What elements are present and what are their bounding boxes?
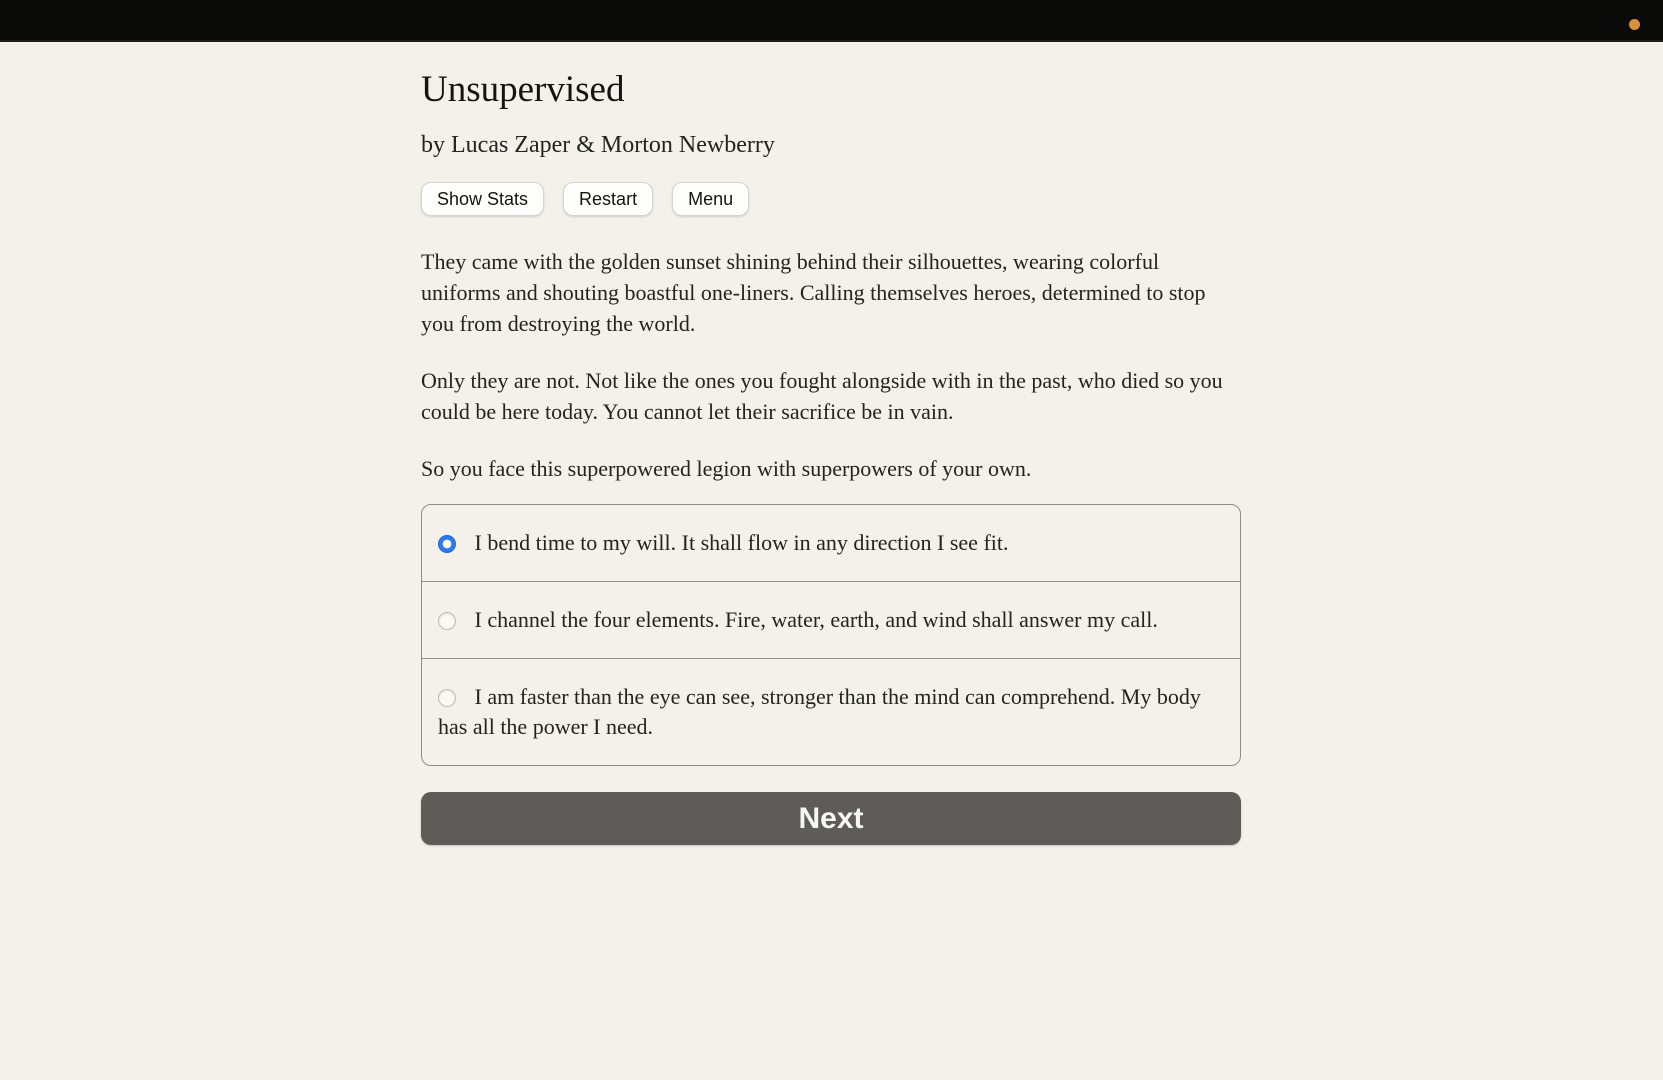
story-paragraph: So you face this superpowered legion with superpowers of your own.: [421, 456, 1032, 481]
choice-radio-2[interactable]: [438, 612, 456, 630]
choice-option-label: I channel the four elements. Fire, water, earth, and wind shall answer my call.: [474, 607, 1158, 632]
choice-option-3[interactable]: [422, 658, 1240, 765]
choice-option-label: I bend time to my will. It shall flow in any direction I see fit.: [474, 530, 1009, 555]
choice-option-2[interactable]: [422, 581, 1240, 658]
choice-list: [421, 504, 1241, 766]
show-stats-button[interactable]: Show Stats: [421, 182, 544, 216]
next-button[interactable]: Next: [421, 792, 1241, 845]
choice-option-1[interactable]: [422, 505, 1240, 581]
page-title: Unsupervised: [421, 69, 625, 110]
choice-radio-1[interactable]: [438, 535, 456, 553]
orange-indicator-dot: [1629, 19, 1640, 30]
story-paragraph: They came with the golden sunset shining behind their silhouettes, wearing colorful uniforms and shouting boastful one-liners. Calling themselves heroes, determined to stop you from destroying the world.: [421, 249, 1206, 336]
choice-option-label: I am faster than the eye can see, stronger than the mind can comprehend. My body has all the power I need.: [438, 684, 1201, 739]
window-titlebar: [0, 0, 1663, 42]
choice-radio-3[interactable]: [438, 689, 456, 707]
story-paragraph: Only they are not. Not like the ones you fought alongside with in the past, who died so you could be here today. You cannot let their sacrifice be in vain.: [421, 368, 1223, 424]
menu-button[interactable]: Menu: [672, 182, 749, 216]
byline: by Lucas Zaper & Morton Newberry: [421, 132, 775, 158]
story-text: [421, 246, 1241, 484]
game-content: [421, 68, 1241, 845]
restart-button[interactable]: Restart: [563, 182, 653, 216]
nav-button-row: [421, 182, 1241, 216]
